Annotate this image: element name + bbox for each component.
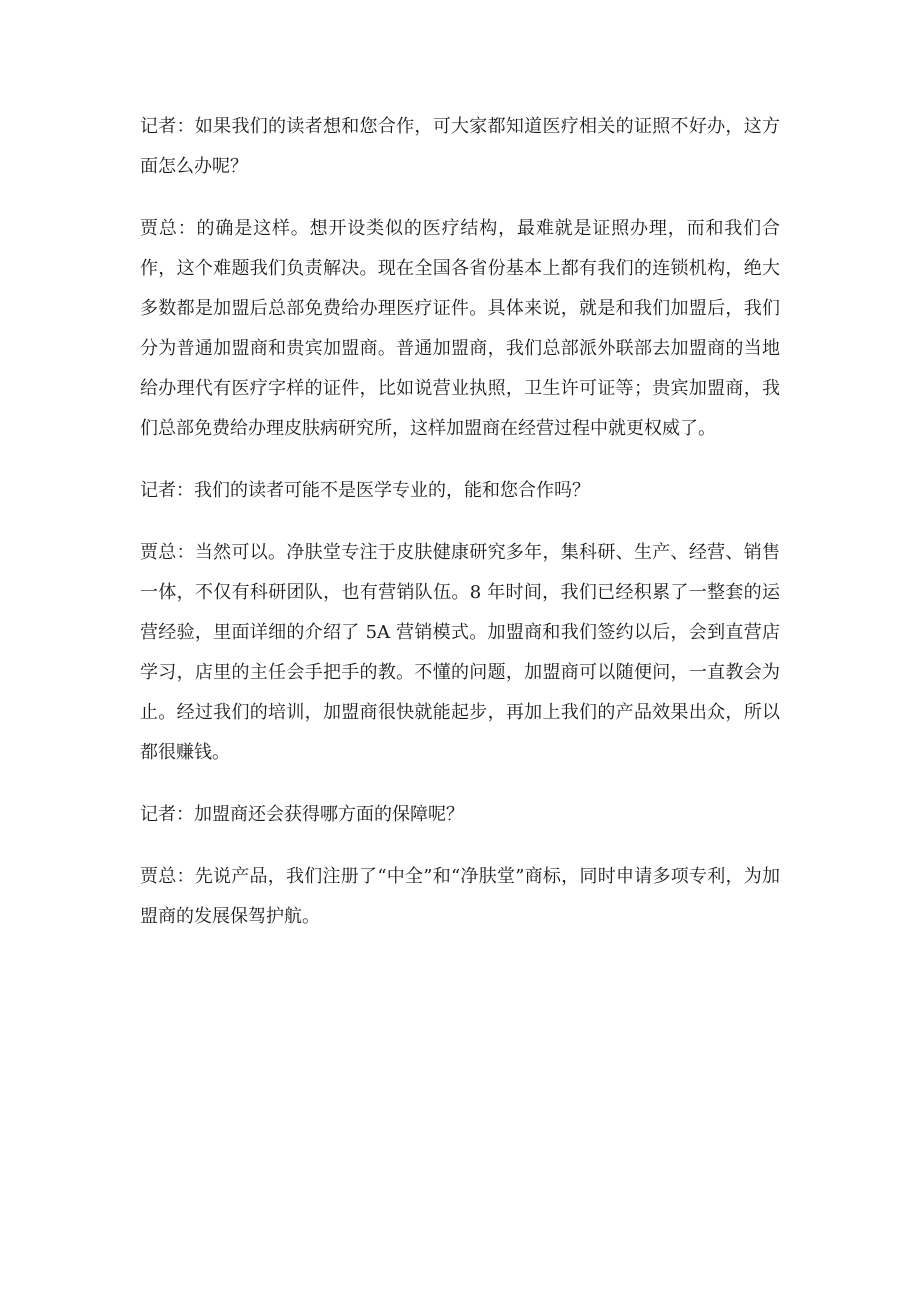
document-body xyxy=(140,107,780,959)
paragraph-jia-answer-3: 贾总：先说产品，我们注册了“中全”和“净肤堂”商标，同时申请多项专利，为加盟商的发展保驾护航。 xyxy=(140,866,780,927)
paragraph-jia-answer-1: 贾总：的确是这样。想开设类似的医疗结构，最难就是证照办理，而和我们合作，这个难题我们负责解决。现在全国各省份基本上都有我们的连锁机构，绝大多数都是加盟后总部免费给办理医疗证件。具体来说，就是和我们加盟后，我们分为普通加盟商和贵宾加盟商。普通加盟商，我们总部派外联部去加盟商的当地给办理代有医疗字样的证件，比如说营业执照，卫生许可证等；贵宾加盟商，我们总部免费给办理皮肤病研究所，这样加盟商在经营过程中就更权威了。 xyxy=(140,218,780,439)
paragraph-jia-answer-2: 贾总：当然可以。净肤堂专注于皮肤健康研究多年，集科研、生产、经营、销售一体，不仅有科研团队，也有营销队伍。8 年时间，我们已经积累了一整套的运营经验，里面详细的介绍了 5A 营销模式。加盟商和我们签约以后，会到直营店学习，店里的主任会手把手的教。不懂的问题，加盟商可以随便问，一直教会为止。经过我们的培训，加盟商很快就能起步，再加上我们的产品效果出众，所以都很赚钱。 xyxy=(140,542,780,763)
paragraph-reporter-question-1: 记者：如果我们的读者想和您合作，可大家都知道医疗相关的证照不好办，这方面怎么办呢？ xyxy=(140,116,780,177)
paragraph-reporter-question-3: 记者：加盟商还会获得哪方面的保障呢？ xyxy=(140,804,464,825)
paragraph-reporter-question-2: 记者：我们的读者可能不是医学专业的，能和您合作吗？ xyxy=(140,480,590,501)
